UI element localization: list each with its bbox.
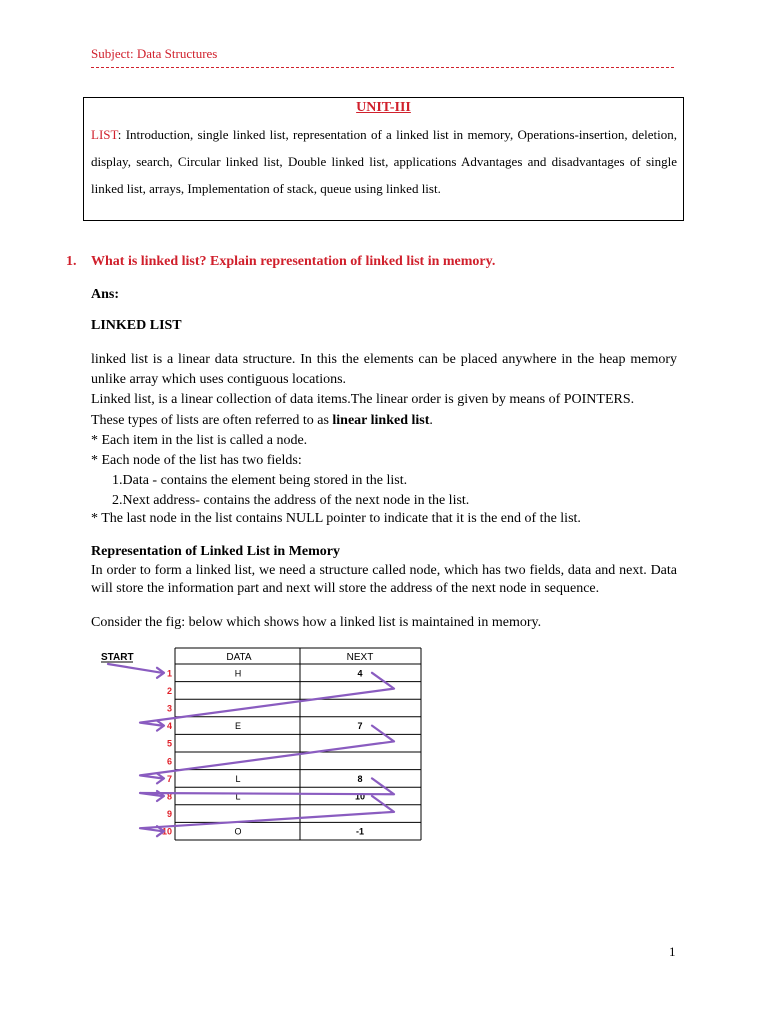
row-index: 7 <box>166 773 172 784</box>
bullet-null: * The last node in the list contains NULL pointer to indicate that it is the end of the list. <box>91 511 581 526</box>
bullet-node: * Each item in the list is called a node. <box>91 433 308 448</box>
row-data: E <box>234 721 242 732</box>
memory-table-grid <box>175 648 421 840</box>
row-next: 10 <box>354 791 366 802</box>
consider-line: Consider the fig: below which shows how a linked list is maintained in memory. <box>91 615 542 630</box>
row-index: 10 <box>161 826 172 837</box>
definition-line: Linked list, is a linear collection of data items.The linear order is given by means of POINTERS. <box>91 392 635 407</box>
field-next: 2.Next address- contains the address of the next node in the list. <box>112 493 470 508</box>
row-index: 5 <box>166 738 172 749</box>
row-index: 6 <box>166 756 172 767</box>
row-data: H <box>234 668 242 679</box>
representation-paragraph: In order to form a linked list, we need a structure called node, which has two fields, data and next. Data will store the information part and next will store the address of the next node in sequence. <box>91 563 677 596</box>
col-header-next: NEXT <box>346 652 374 663</box>
row-index: 1 <box>166 668 172 679</box>
intro-paragraph: linked list is a linear data structure. In this the elements can be placed anywhere in the heap memory unlike array which uses contiguous locations. <box>91 352 677 387</box>
row-index: 8 <box>166 791 172 802</box>
line3-bold: linear linked list <box>332 413 430 428</box>
row-next: 4 <box>357 668 363 679</box>
bullet-fields: * Each node of the list has two fields: <box>91 453 302 468</box>
linked-list-heading: LINKED LIST <box>91 318 182 333</box>
field-data: 1.Data - contains the element being stored in the list. <box>112 473 408 488</box>
row-data: L <box>235 791 241 802</box>
col-header-data: DATA <box>226 652 252 663</box>
unit-list-label: LIST <box>91 127 118 142</box>
representation-heading: Representation of Linked List in Memory <box>91 544 341 559</box>
row-index: 9 <box>166 809 172 820</box>
row-data: O <box>234 826 242 837</box>
line3-suffix: . <box>429 413 433 428</box>
row-next: -1 <box>355 826 365 837</box>
unit-title: UNIT-III <box>356 100 411 115</box>
row-next: 8 <box>357 773 363 784</box>
line3-prefix: These types of lists are often referred to as <box>91 413 333 428</box>
question-text: What is linked list? Explain representation of linked list in memory. <box>91 254 496 269</box>
row-index: 2 <box>166 685 172 696</box>
row-data: L <box>235 773 241 784</box>
question-number: 1. <box>66 254 77 269</box>
unit-topics-text: : Introduction, single linked list, representation of a linked list in memory, Operations-insertion, deletion, display, search, Circular linked list, Double linked list, applications Advantages and disadvantages of single linked list, arrays, Implementation of stack, queue using linked list. <box>91 127 677 196</box>
start-label: START <box>101 652 134 663</box>
subject-header: Subject: Data Structures <box>91 46 218 61</box>
row-index: 3 <box>166 703 172 714</box>
start-pointer-arrow <box>108 664 162 673</box>
row-index: 4 <box>166 721 172 732</box>
row-next: 7 <box>357 721 363 732</box>
page-number: 1 <box>669 944 676 959</box>
answer-label: Ans: <box>91 287 120 302</box>
